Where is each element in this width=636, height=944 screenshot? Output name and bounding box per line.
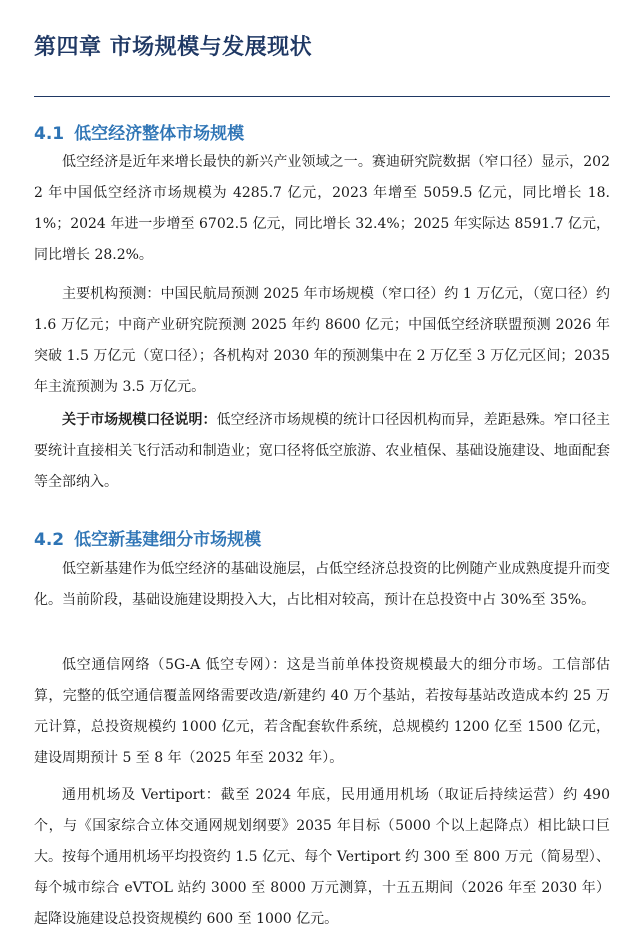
- paragraph: 主要机构预测：中国民航局预测 2025 年市场规模（窄口径）约 1 万亿元，（宽口径）约 1.6 万亿元；中商产业研究院预测 2025 年约 8600 亿元；中国低空经济联盟预测 2026 年突破 1.5 万亿元（宽口径）；各机构对 2030 年的预测集中在 2 万亿至 3 万亿元区间；2035 年主流预测为 3.5 万亿元。: [34, 286, 610, 395]
- chapter-divider: [34, 96, 610, 97]
- note-lead: 关于市场规模口径说明：: [62, 412, 217, 428]
- paragraph: 通用机场及 Vertiport：截至 2024 年底，民用通用机场（取证后持续运营）约 490 个，与《国家综合立体交通网规划纲要》2035 年目标（5000 个以上起降点）相比缺口巨大。按每个通用机场平均投资约 1.5 亿元、每个 Vertiport 约 300 至 800 万元（简易型）、每个城市综合 eVTOL 站约 3000 至 8000 万元测算，十五五期间（2026 年至 2030 年）起降设施建设总投资规模约 600 至 1000 亿元。: [34, 787, 610, 927]
- section-title: 低空经济整体市场规模: [74, 124, 245, 144]
- note-text: 低空经济市场规模的统计口径因机构而异，差距悬殊。窄口径主要统计直接相关飞行活动和制造业；宽口径将低空旅游、农业植保、基础设施建设、地面配套等全部纳入。: [34, 412, 611, 490]
- chapter-title: 第四章 市场规模与发展现状: [34, 35, 313, 60]
- section-heading-4-2: [34, 525, 261, 550]
- paragraph: 低空通信网络（5G-A 低空专网）：这是当前单体投资规模最大的细分市场。工信部估算，完整的低空通信覆盖网络需要改造/新建约 40 万个基站，若按每基站改造成本约 25 万元计算，总投资规模约 1000 亿元，若含配套软件系统，总规模约 1200 亿至 1500 亿元，建设周期预计 5 至 8 年（2025 年至 2032 年）。: [34, 657, 610, 766]
- section-number: 4.1: [34, 124, 65, 144]
- paragraph: 低空经济是近年来增长最快的新兴产业领域之一。赛迪研究院数据（窄口径）显示，2022 年中国低空经济市场规模为 4285.7 亿元，2023 年增至 5059.5 亿元，同比增长 18.1%；2024 年进一步增至 6702.5 亿元，同比增长 32.4%；2025 年实际达 8591.7 亿元，同比增长 28.2%。: [34, 154, 610, 263]
- section-title: 低空新基建细分市场规模: [74, 530, 262, 550]
- note-paragraph: [34, 405, 610, 498]
- section-heading-4-1: [34, 119, 244, 144]
- section-number: 4.2: [34, 530, 65, 550]
- paragraph: 低空新基建作为低空经济的基础设施层，占低空经济总投资的比例随产业成熟度提升而变化。当前阶段，基础设施建设期投入大，占比相对较高，预计在总投资中占 30%至 35%。: [34, 561, 610, 608]
